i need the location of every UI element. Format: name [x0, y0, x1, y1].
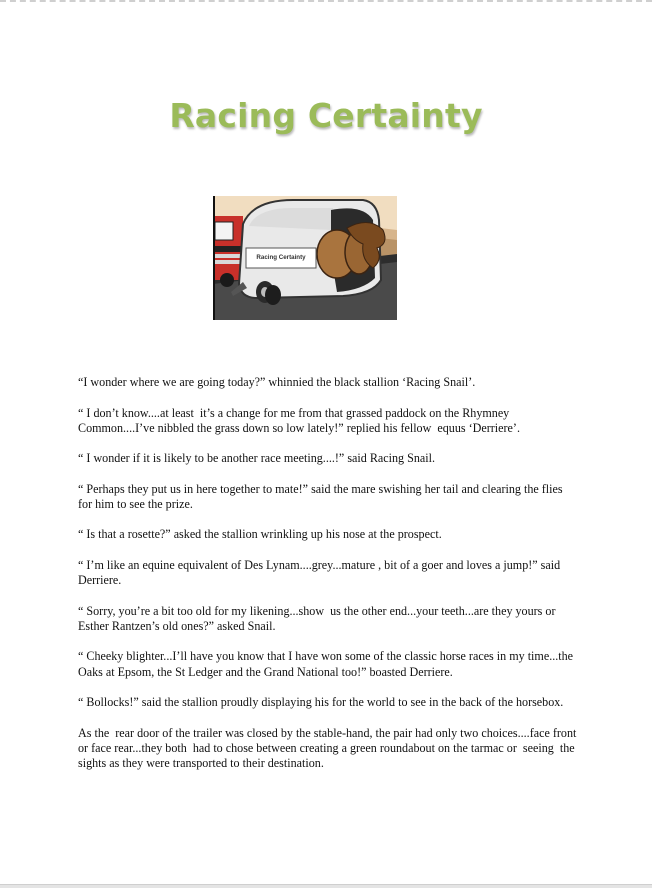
- paragraph: “ I wonder if it is likely to be another race meeting....!” said Racing Snail.: [78, 451, 435, 466]
- paragraph: “ Perhaps they put us in here together to mate!” said the mare swishing her tail and clearing the flies for him to see the prize.: [78, 481, 566, 511]
- paragraph: “ I don’t know....at least it’s a change for me from that grassed paddock on the Rhymney Common....I’ve nibbled the grass down so low lately!” replied his fellow equus ‘Derriere’.: [78, 405, 520, 435]
- paragraph: “I wonder where we are going today?” whinnied the black stallion ‘Racing Snail’.: [78, 375, 476, 389]
- paragraph: As the rear door of the trailer was closed by the stable-hand, the pair had only two choices....face front or face rear...they both had to chose between creating a green roundabout on the tarmac or seeing the sights as they were transported to their destination.: [78, 725, 580, 770]
- paragraph: “ I’m like an equine equivalent of Des Lynam....grey...mature , bit of a goer and loves a jump!” said Derriere.: [78, 557, 564, 588]
- page-bottom-border: [0, 884, 652, 888]
- document-title: Racing Certainty: [169, 96, 483, 135]
- page-top-border: [0, 0, 652, 2]
- trailer-sign-text: Racing Certainty: [256, 254, 306, 261]
- story-text: [78, 375, 578, 786]
- paragraph: “ Is that a rosette?” asked the stallion wrinkling up his nose at the prospect.: [78, 527, 442, 542]
- paragraph: “ Bollocks!” said the stallion proudly displaying his for the world to see in the back of the horsebox.: [78, 695, 564, 710]
- horsebox-illustration: [213, 196, 397, 320]
- paragraph: “ Cheeky blighter...I’ll have you know that I have won some of the classic horse races in my time...the Oaks at Epsom, the St Ledger and the Grand National too!” boasted Derriere.: [78, 649, 577, 679]
- paragraph: “ Sorry, you’re a bit too old for my likening...show us the other end...your teeth...are they yours or Esther Rantzen’s old ones?” asked Snail.: [78, 603, 559, 633]
